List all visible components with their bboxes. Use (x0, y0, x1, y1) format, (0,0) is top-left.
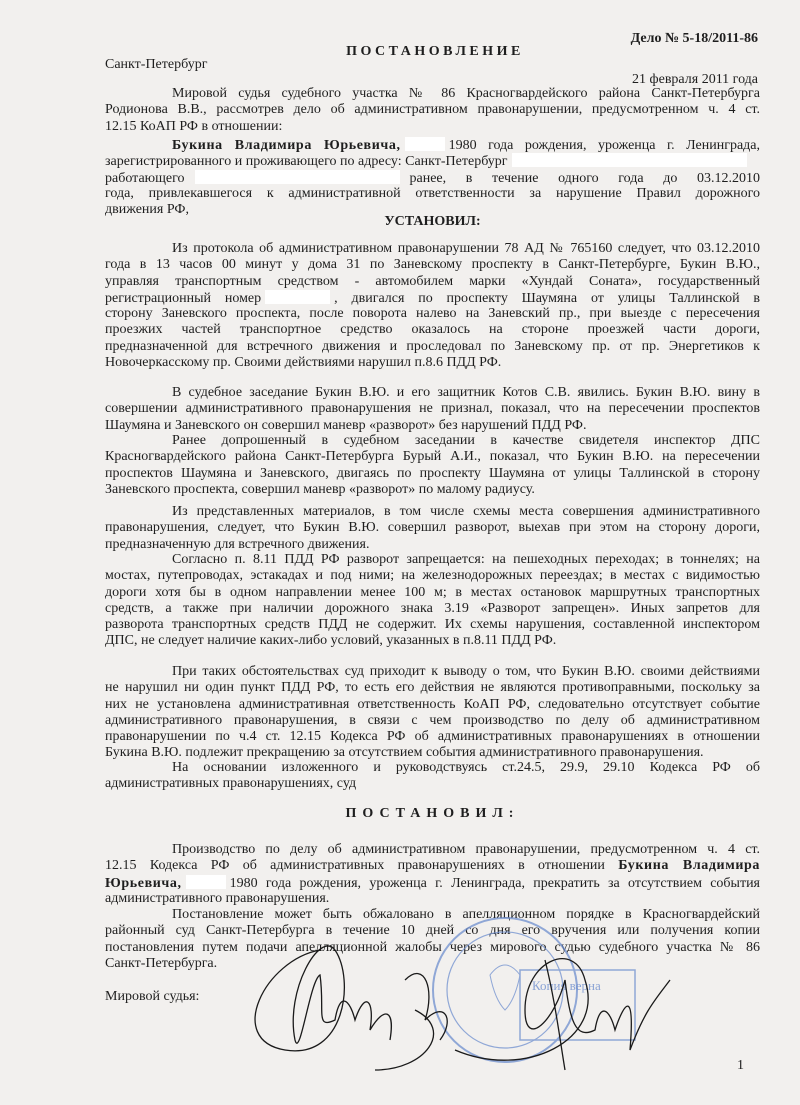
text-line: мостах, путепроводах, эстакадах и под ними; на железнодорожных переездах; в местах с видимостью (105, 568, 760, 584)
judge-signature-icon (225, 920, 705, 1090)
text-line: года, привлекавшегося к административной ответственности за нарушение Правил дорожного (105, 185, 760, 201)
text-line (105, 290, 760, 306)
text-line: разворота транспортных средств ПДД не содержит. Их схемы нарушения, составленной инспектором (105, 617, 760, 633)
text-line: Шаумяна и Заневского он совершил маневр «разворот» без нарушений ПДД РФ. (105, 417, 587, 433)
text-line (105, 875, 760, 891)
text-line: правонарушении по ч.4 ст. 12.15 Кодекса РФ об административных правонарушениях в отношении (105, 729, 760, 745)
text-line (105, 153, 760, 169)
text-line: Родионова В.В., рассмотрев дело об административном правонарушении, предусмотренном ч. 4 ст. (105, 102, 760, 118)
text-run: регистрационный номер (105, 290, 262, 306)
text-line: Новочеркасскому пр. Своими действиями нарушил п.8.6 ПДД РФ. (105, 355, 502, 371)
text-line: Красногвардейского района Санкт-Петербурга Бурый А.И., показал, что Букин В.Ю. на пересечении (105, 449, 760, 465)
redacted-field (265, 290, 330, 304)
text-line: Санкт-Петербурга. (105, 955, 218, 971)
paragraph (105, 137, 760, 218)
section-heading (105, 806, 760, 822)
text-line: Букина В.Ю. подлежит прекращению за отсутствием события административного правонарушения. (105, 745, 704, 761)
text-run: 1980 года рождения, уроженца г. Ленинграда, прекратить за отсутствием события (229, 875, 760, 891)
paragraph (105, 385, 760, 434)
bold-name: Юрьевича, (105, 875, 182, 891)
text-run: 1980 года рождения, уроженца г. Ленинграда, (448, 138, 760, 153)
text-line: дороги хотя бы в одном направлении менее 100 м; в местах остановок маршрутных транспортных (105, 584, 760, 600)
text-line: не нарушил ни один пункт ПДД РФ, то есть его действия не являются противоправными, поскольку за (105, 680, 760, 696)
paragraph (105, 552, 760, 650)
stamp-text: Копия верна (532, 978, 601, 993)
section-heading-text: ПОСТАНОВИЛ: (345, 806, 520, 821)
page-number: 1 (737, 1058, 744, 1073)
text-line: средств, а также при наличии дорожного знака 3.19 «Разворот запрещен». Иных запретов для (105, 600, 760, 616)
text-line: На основании изложенного и руководствуясь ст.24.5, 29.9, 29.10 Кодекса РФ об (172, 760, 760, 775)
section-heading-text: УСТАНОВИЛ: (384, 214, 481, 229)
text-line: проспектов Шаумяна и Заневского, двигаясь по проспекту Шаумяна от улицы Таллинской в сторону (105, 465, 760, 481)
redacted-field (512, 153, 747, 167)
redacted-field (186, 875, 226, 889)
text-run: ранее, в течение одного года до 03.12.2010 (409, 170, 760, 186)
bold-name: Букина Владимира Юрьевича, (172, 138, 401, 153)
text-run: 12.15 Кодекса РФ об административных правонарушениях в отношении (105, 858, 619, 874)
text-line: Ранее допрошенный в судебном заседании в качестве свидетеля инспектор ДПС (172, 433, 760, 448)
judge-label: Мировой судья: (105, 989, 200, 1004)
text-line: административного правонарушения, в связи с чем производство по делу об административном (105, 712, 760, 728)
case-number: Дело № 5-18/2011-86 (630, 31, 758, 46)
paragraph (105, 433, 760, 498)
redacted-field (195, 170, 400, 184)
text-line: Из протокола об административном правонарушении 78 АД № 765160 следует, что 03.12.2010 (172, 241, 760, 256)
text-line: В судебное заседание Букин В.Ю. и его защитник Котов С.В. явились. Букин В.Ю. вину в (172, 385, 760, 400)
bold-name: Букина Владимира (618, 858, 761, 874)
paragraph (105, 760, 760, 793)
text-line: Постановление может быть обжаловано в апелляционном порядке в Красногвардейский (172, 907, 760, 922)
text-line: Согласно п. 8.11 ПДД РФ разворот запрещается: на пешеходных переходах; в тоннелях; на (172, 552, 760, 567)
text-line: Заневского проспекта, совершил маневр «разворот» по малому радиусу. (105, 481, 535, 497)
text-line: ДПС, не следует наличие каких-либо условий, указанных в п.8.11 ПДД РФ. (105, 633, 557, 649)
text-line: них не установлена административная ответственность КоАП РФ, следовательно отсутствует событие (105, 696, 760, 712)
text-line: Из представленных материалов, в том числе схемы места совершения административного (172, 504, 760, 519)
text-line: совершении административного правонарушения не признал, показал, что на пересечении проспектов (105, 401, 760, 417)
text-run: работающего (105, 170, 185, 186)
paragraph (105, 664, 760, 762)
text-line: постановления путем подачи апелляционной жалобы через мирового судью судебного участка № 86 (105, 939, 760, 955)
text-run: , двигался по проспекту Шаумяна от улицы Таллинской в (334, 290, 760, 306)
text-line: предназначенную для встречного движения. (105, 536, 370, 552)
text-line (105, 137, 760, 153)
text-line: управляя транспортным средством - автомобилем марки «Хундай Соната», государственный (105, 273, 760, 289)
document-date: 21 февраля 2011 года (632, 72, 758, 87)
section-heading (105, 214, 760, 230)
text-line: проезжих частей транспортное средство оказалось на стороне проезжей части дороги, (105, 322, 760, 338)
redacted-field (405, 137, 445, 151)
paragraph (105, 504, 760, 553)
text-line: сторону Заневского проспекта, после поворота налево на Заневский пр., при выезде с пересечения (105, 306, 760, 322)
text-line: Мировой судья судебного участка № 86 Красногвардейского района Санкт-Петербурга (172, 86, 760, 101)
text-line: правонарушения, следует, что Букин В.Ю. совершил разворот, выехав при этом на сторону дороги, (105, 520, 760, 536)
text-line (105, 858, 760, 874)
city: Санкт-Петербург (105, 57, 208, 72)
text-line: административных правонарушениях, суд (105, 776, 357, 792)
paragraph (105, 86, 760, 135)
text-line: 12.15 КоАП РФ в отношении: (105, 118, 283, 134)
text-line: районный суд Санкт-Петербурга в течение 10 дней со дня его вручения или получения копии (105, 923, 760, 939)
text-line: предназначенной для встречного движения и проследовал по Заневскому пр. от пр. Энергетиков к (105, 338, 760, 354)
text-line: При таких обстоятельствах суд приходит к выводу о том, что Букин В.Ю. своими действиями (172, 664, 760, 679)
text-line (105, 170, 760, 186)
text-run: зарегистрированного и проживающего по адресу: Санкт-Петербург (105, 154, 508, 170)
text-line: года в 13 часов 00 минут у дома 31 по Заневскому проспекту в Санкт-Петербурге, Букин В.Ю., (105, 257, 760, 273)
text-line: движения РФ, (105, 202, 189, 218)
document-title: ПОСТАНОВЛЕНИЕ (346, 44, 524, 59)
text-line: Производство по делу об административном правонарушении, предусмотренном ч. 4 ст. (172, 842, 760, 857)
text-line: административного правонарушения. (105, 890, 330, 906)
paragraph (105, 241, 760, 371)
